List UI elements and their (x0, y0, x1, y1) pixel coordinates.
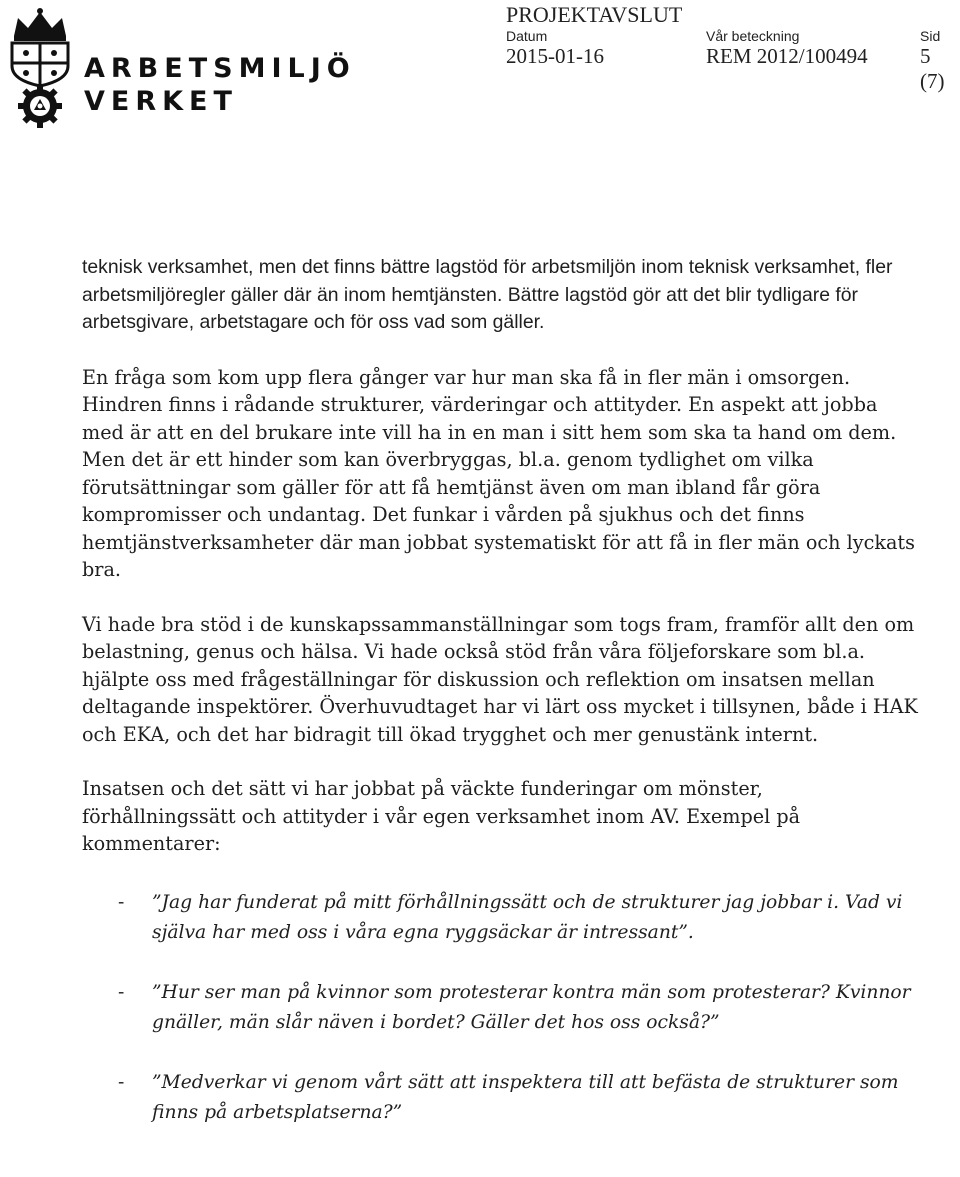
document-body (82, 254, 922, 1128)
paragraph-1: teknisk verksamhet, men det finns bättre lagstöd för arbetsmiljön inom teknisk verksamhet, fler arbetsmiljöregler gäller där än inom hemtjänsten. Bättre lagstöd gör att det blir tydligare för arbetsgivare, arbetstagare och för oss vad som gäller. (82, 256, 893, 333)
list-dash: - (118, 891, 125, 913)
org-name-line-1: ARBETSMILJÖ (84, 53, 356, 84)
reference-value: REM 2012/100494 (706, 44, 868, 68)
list-dash: - (118, 1071, 125, 1093)
letterhead (0, 0, 960, 130)
quote-3 (82, 1068, 922, 1128)
quote-2 (82, 978, 922, 1038)
document-type: PROJEKTAVSLUT (506, 2, 683, 27)
list-dash: - (118, 981, 125, 1003)
page-number: 5 (7) (920, 44, 945, 93)
org-name-line-2: VERKET (84, 86, 238, 117)
quote-1 (82, 888, 922, 948)
paragraph-2: En fråga som kom upp flera gånger var hur man ska få in fler män i omsorgen. Hindren finns i rådande strukturer, värderingar och attityder. En aspekt att jobba med är att en del brukare inte vill ha in en man i sitt hem som ska ta hand om dem. Men det är ett hinder som kan överbryggas, bl.a. genom tydlighet om vilka förutsättningar som gäller för att få hemtjänst även om man ibland får göra kompromisser och undantag. Det funkar i vården på sjukhus och det finns hemtjänstverksamheter där man jobbat systematiskt för att få in fler män och lyckats bra. (82, 365, 915, 581)
quote-2-text: ”Hur ser man på kvinnor som protesterar kontra män som protesterar? Kvinnor gnäller, män slår näven i bordet? Gäller det hos oss också?” (152, 981, 911, 1033)
organization-name (84, 52, 356, 118)
coat-of-arms-logo-icon (4, 6, 76, 128)
date-label: Datum (506, 28, 548, 44)
paragraph-4: Insatsen och det sätt vi har jobbat på väckte funderingar om mönster, förhållningssätt och attityder i vår egen verksamhet inom AV. Exempel på kommentarer: (82, 777, 801, 855)
page-label: Sid (920, 28, 941, 44)
quote-3-text: ”Medverkar vi genom vårt sätt att inspektera till att befästa de strukturer som finns på arbetsplatserna?” (152, 1071, 899, 1123)
paragraph-3: Vi hade bra stöd i de kunskapssammanställningar som togs fram, framför allt den om belastning, genus och hälsa. Vi hade också stöd från våra följeforskare som bl.a. hjälpte oss med frågeställningar för diskussion och reflektion om insatsen mellan deltagande inspektörer. Överhuvudtaget har vi lärt oss mycket i tillsynen, både i HAK och EKA, och det har bidragit till ökad trygghet och mer genustänk internt. (82, 612, 918, 746)
date-value: 2015-01-16 (506, 44, 604, 68)
reference-label: Vår beteckning (706, 28, 800, 44)
quote-1-text: ”Jag har funderat på mitt förhållningssätt och de strukturer jag jobbar i. Vad vi själva har med oss i våra egna ryggsäckar är intressant”. (152, 891, 903, 943)
